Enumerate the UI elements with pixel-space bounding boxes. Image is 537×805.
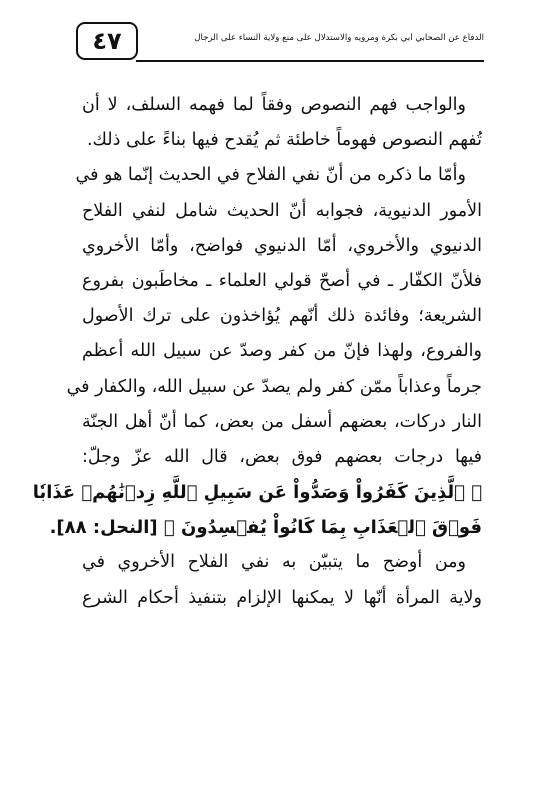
text-line: والفروع، ولهذا فإنّ من كفر وصدّ عن سبيل الله أعظم — [82, 341, 482, 362]
text-line: فيها درجات بعضهم فوق بعض، قال الله عزّ وجلّ: — [82, 446, 482, 467]
text-line: الشريعة؛ وفائدة ذلك أنّهم يُؤاخذون على ترك الأصول — [82, 306, 482, 327]
text-line: فلأنّ الكفّار ـ في أصحّ قولي العلماء ـ مخاطَبون بفروع — [82, 270, 482, 291]
quran-verse-line: ﴿ ٱلَّذِينَ كَفَرُواْ وَصَدُّواْ عَن سَبِيلِ ٱللَّهِ زِدۡنَٰهُمۡ عَذَابٗا — [32, 482, 482, 504]
text-line: وأمّا ما ذكره من أنّ نفي الفلاح في الحديث إنّما هو في — [75, 165, 466, 186]
page-number: ٤٧ — [76, 22, 138, 60]
page-header — [76, 22, 484, 66]
text-line: تُفهم النصوص فهوماً خاطئة ثم يُقدح فيها بناءً على ذلك. — [86, 130, 482, 151]
body-text — [32, 88, 482, 616]
text-line: والواجب فهم النصوص وفقاً لما فهمه السلف، لا أن — [82, 95, 466, 115]
text-line: النار دركات، بعضهم أسفل من بعض، كما أنّ أهل الجنّة — [82, 411, 482, 432]
text-line: ومن أوضح ما يتبيّن به نفي الفلاح الأخروي في — [82, 552, 466, 573]
quran-verse-line: فَوۡقَ ٱلۡعَذَابِ بِمَا كَانُواْ يُفۡسِدُونَ ﴾ [النحل: ٨٨]. — [49, 517, 482, 539]
running-title: الدفاع عن الصحابي أبي بكرة ومرويه والاستدلال على منع ولاية النساء على الرجال — [194, 33, 484, 43]
text-line: جرماً وعذاباً ممّن كفر ولم يصدّ عن سبيل الله، والكفار في — [66, 376, 482, 397]
header-rule — [136, 60, 484, 62]
text-line: الأمور الدنيوية، فجوابه أنّ الحديث شامل لنفي الفلاح — [82, 200, 482, 221]
text-line: الدنيوي والأخروي، أمّا الدنيوي فواضح، وأمّا الأخروي — [82, 235, 482, 256]
text-line: ولاية المرأة أنّها لا يمكنها الإلزام بتنفيذ أحكام الشرع — [82, 587, 482, 608]
